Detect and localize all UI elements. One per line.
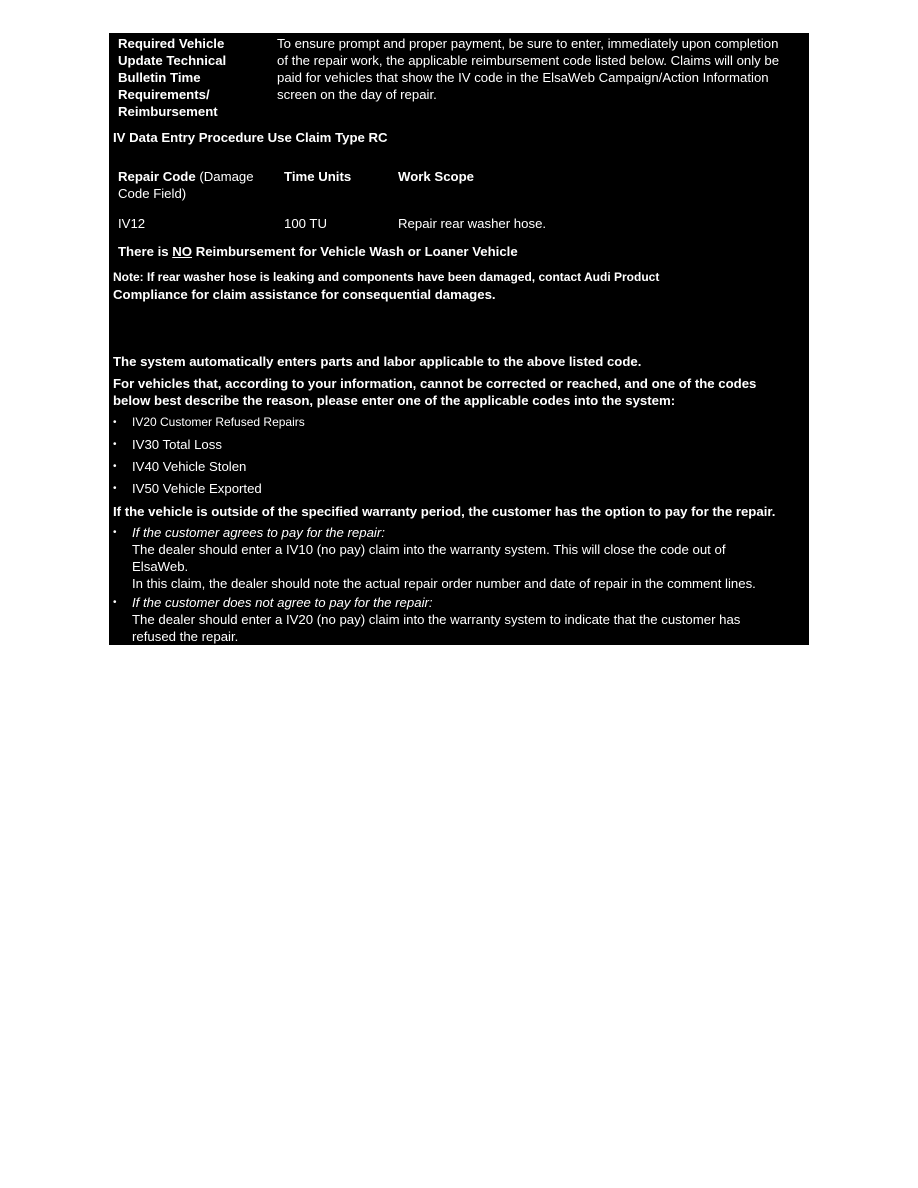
data-entry-heading: IV Data Entry Procedure Use Claim Type RC (113, 130, 388, 145)
bullet-icon: • (113, 461, 117, 472)
bullet-icon: • (113, 439, 117, 450)
note-line-2: Compliance for claim assistance for consequential damages. (113, 287, 496, 302)
disagree-line: refused the repair. (132, 629, 239, 644)
agree-line: The dealer should enter a IV10 (no pay) claim into the warranty system. This will close the code out of (132, 542, 726, 557)
repair-code-cell: IV12 (118, 216, 146, 231)
disagree-title: If the customer does not agree to pay for the repair: (132, 595, 433, 610)
warranty-heading: If the vehicle is outside of the specified warranty period, the customer has the option to pay for the repair. (113, 504, 776, 519)
disagree-content (132, 594, 802, 645)
repair-code-header (118, 168, 278, 202)
requirements-label-line: Reimbursement (118, 104, 218, 119)
repair-code-header-line2: Code Field) (118, 186, 187, 201)
requirements-label-line: Update Technical (118, 53, 227, 68)
disagree-line: The dealer should enter a IV20 (no pay) claim into the warranty system to indicate that the customer has (132, 612, 741, 627)
requirements-label-line: Requirements/ (118, 87, 210, 102)
bullet-icon: • (113, 483, 117, 494)
requirements-text-line: screen on the day of repair. (277, 87, 437, 102)
requirements-label-line: Bulletin Time (118, 70, 201, 85)
bullet-icon: • (113, 417, 117, 428)
no-reimbursement-after: Reimbursement for Vehicle Wash or Loaner Vehicle (192, 244, 518, 259)
no-reimbursement-notice (118, 243, 518, 260)
requirements-text-line: of the repair work, the applicable reimbursement code listed below. Claims will only be (277, 53, 780, 68)
code-list-text: IV30 Total Loss (132, 437, 222, 452)
bullet-icon: • (113, 527, 117, 538)
requirements-label-line: Required Vehicle (118, 36, 225, 51)
work-scope-header: Work Scope (398, 169, 474, 184)
note-line-1: Note: If rear washer hose is leaking and components have been damaged, contact Audi Product (113, 270, 660, 284)
work-scope-cell: Repair rear washer hose. (398, 216, 547, 231)
vehicles-instructions (113, 375, 756, 409)
vehicles-instructions-line: For vehicles that, according to your information, cannot be corrected or reached, and one of the codes (113, 376, 757, 391)
bullet-icon: • (113, 597, 117, 608)
time-units-header: Time Units (284, 169, 352, 184)
requirements-text-line: To ensure prompt and proper payment, be sure to enter, immediately upon completion (277, 36, 779, 51)
agree-line: In this claim, the dealer should note the actual repair order number and date of repair in the comment lines. (132, 576, 756, 591)
code-list-text: IV20 Customer Refused Repairs (132, 415, 305, 429)
repair-code-header-rest: (Damage (195, 169, 254, 184)
agree-line: ElsaWeb. (132, 559, 189, 574)
code-list-text: IV50 Vehicle Exported (132, 481, 262, 496)
vehicles-instructions-line: below best describe the reason, please enter one of the applicable codes into the system: (113, 393, 676, 408)
time-units-cell: 100 TU (284, 216, 328, 231)
agree-content (132, 524, 802, 592)
requirements-label (118, 35, 278, 120)
requirements-text (277, 35, 807, 103)
requirements-text-line: paid for vehicles that show the IV code in the ElsaWeb Campaign/Action Information (277, 70, 769, 85)
code-list-text: IV40 Vehicle Stolen (132, 459, 247, 474)
auto-enter-text: The system automatically enters parts and labor applicable to the above listed code. (113, 354, 642, 369)
agree-title: If the customer agrees to pay for the repair: (132, 525, 385, 540)
no-reimbursement-emphasis: NO (172, 244, 193, 259)
bulletin-panel (109, 33, 809, 645)
repair-code-header-bold: Repair Code (118, 169, 196, 184)
no-reimbursement-before: There is (118, 244, 173, 259)
